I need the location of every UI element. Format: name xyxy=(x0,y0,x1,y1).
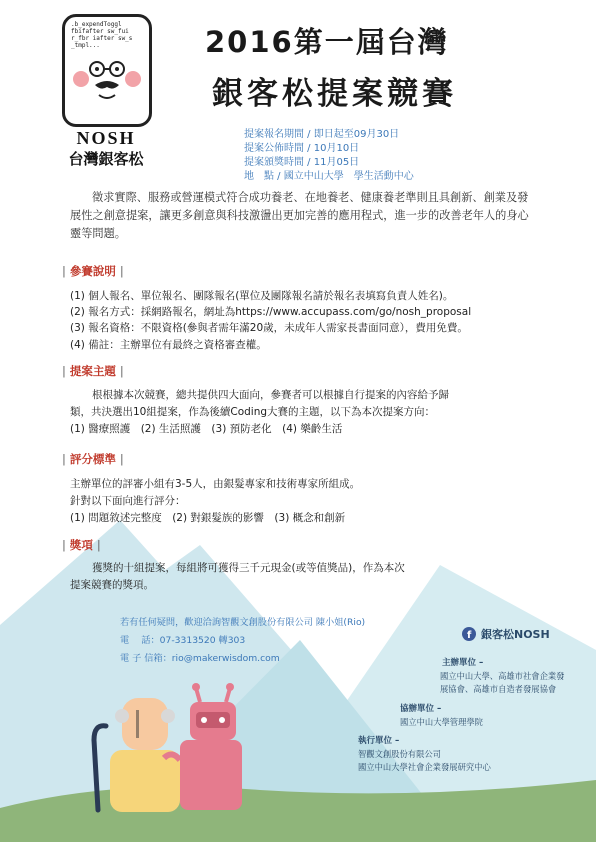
section-heading-rules: | 參賽說明 | xyxy=(62,264,124,278)
themes-line: (1) 醫療照護 (2) 生活照護 (3) 預防老化 (4) 樂齡生活 xyxy=(70,423,343,435)
code-line: r_fbr iafter sw_s xyxy=(71,35,133,42)
facebook-icon xyxy=(462,627,476,641)
section-heading-text: 獎項 xyxy=(69,538,93,552)
section-heading-text: 參賽說明 xyxy=(69,264,116,278)
intro-paragraph: 徵求實際、服務或營運模式符合成功養老、在地養老、健康養老準則且具創新、創業及發展性之創意提案，讓更多創意與科技激盪出更加完善的應用程式，進一步的改善老年人的身心靈等問題。 xyxy=(70,191,529,240)
themes-line: 類，共決選出10組提案，作為後續Coding大賽的主題，以下為本次提案方向： xyxy=(70,406,436,418)
host-label: 主辦單位 – xyxy=(442,658,484,668)
contact-inquiry: 若有任何疑問，歡迎洽詢智觀文創股份有限公司 陳小姐(Rio) xyxy=(120,617,366,628)
rules-line: (3) 報名資格：不限資格(參與者需年滿20歲，未成年人需家長書面同意），費用免費。 xyxy=(70,322,468,334)
awards-line: 獲獎的十組提案，每組將可獲得三千元現金(或等值獎品)，作為本次 xyxy=(92,562,405,574)
scoring-line: 針對以下面向進行評分： xyxy=(70,495,186,507)
title-line-1: 2016第一屆台灣 xyxy=(205,25,449,59)
grandpa-face-icon xyxy=(69,47,145,119)
scoring-line: 主辦單位的評審小組有3-5人，由銀髮專家和技術專家所組成。 xyxy=(70,478,361,490)
rules-line: (2) 報名方式：採網路報名，網址為https://www.accupass.com/go/nosh_proposal xyxy=(70,306,472,318)
info-location: 地 點 / 國立中山大學 學生活動中心 xyxy=(244,171,414,182)
awards-line: 提案競賽的獎項。 xyxy=(70,579,154,591)
section-heading-scoring: | 評分標準 | xyxy=(62,452,124,466)
co-label: 協辦單位 – xyxy=(400,704,442,714)
section-heading-awards: | 獎項 | xyxy=(62,538,101,552)
exec-line: 國立中山大學社會企業發展研究中心 xyxy=(358,762,491,772)
rules-line: (1) 個人報名、單位報名、團隊報名(單位及團隊報名請於報名表填寫負責人姓名)。 xyxy=(70,290,454,302)
host-line: 展協會、高雄市自造者發展協會 xyxy=(440,684,557,694)
code-line: _tmpl... xyxy=(71,42,100,49)
rules-line: (4) 備註：主辦單位有最終之資格審查權。 xyxy=(70,339,267,351)
brand-subtitle: 台灣銀客松 xyxy=(68,150,144,168)
section-heading-themes: | 提案主題 | xyxy=(62,364,124,378)
scoring-line: (1) 問題敘述完整度 (2) 對銀髮族的影響 (3) 概念和創新 xyxy=(70,512,346,524)
elder-robot-illustration xyxy=(80,680,260,820)
contact-phone[interactable]: 電 話：07-3313520 轉303 xyxy=(120,635,246,646)
exec-label: 執行單位 – xyxy=(358,736,400,746)
svg-text:f: f xyxy=(467,630,472,641)
elder-head xyxy=(122,698,168,750)
co-line: 國立中山大學管理學院 xyxy=(400,717,483,727)
themes-line: 根根據本次競賽，總共提供四大面向，參賽者可以根據自行提案的內容給予歸 xyxy=(92,389,449,401)
facebook-label: 銀客松NOSH xyxy=(481,628,550,641)
elder-body xyxy=(110,750,180,812)
brand-name: NOSH xyxy=(76,128,136,148)
host-line: 國立中山大學、高雄市社會企業發 xyxy=(440,671,565,681)
section-heading-text: 評分標準 xyxy=(69,452,116,466)
cane-icon xyxy=(94,726,106,740)
robot-body xyxy=(180,740,242,810)
info-award-date: 提案頒獎時間 / 11月05日 xyxy=(244,157,360,168)
title-line-2: 銀客松提案競賽 xyxy=(212,76,457,112)
section-heading-text: 提案主題 xyxy=(69,364,116,378)
logo-code-lines xyxy=(71,21,132,49)
code-line: .b_expendToggl xyxy=(71,21,122,28)
code-line: fbifafter sw_fui xyxy=(71,28,129,35)
facebook-link[interactable] xyxy=(462,626,550,642)
info-signup-period: 提案報名期間 / 即日起至09月30日 xyxy=(244,129,400,140)
logo-box xyxy=(62,14,152,127)
exec-line: 智觀文創股份有限公司 xyxy=(358,749,441,759)
info-announce-date: 提案公佈時間 / 10月10日 xyxy=(244,143,360,154)
contact-email[interactable]: 電 子 信箱：rio@makerwisdom.com xyxy=(120,653,280,664)
